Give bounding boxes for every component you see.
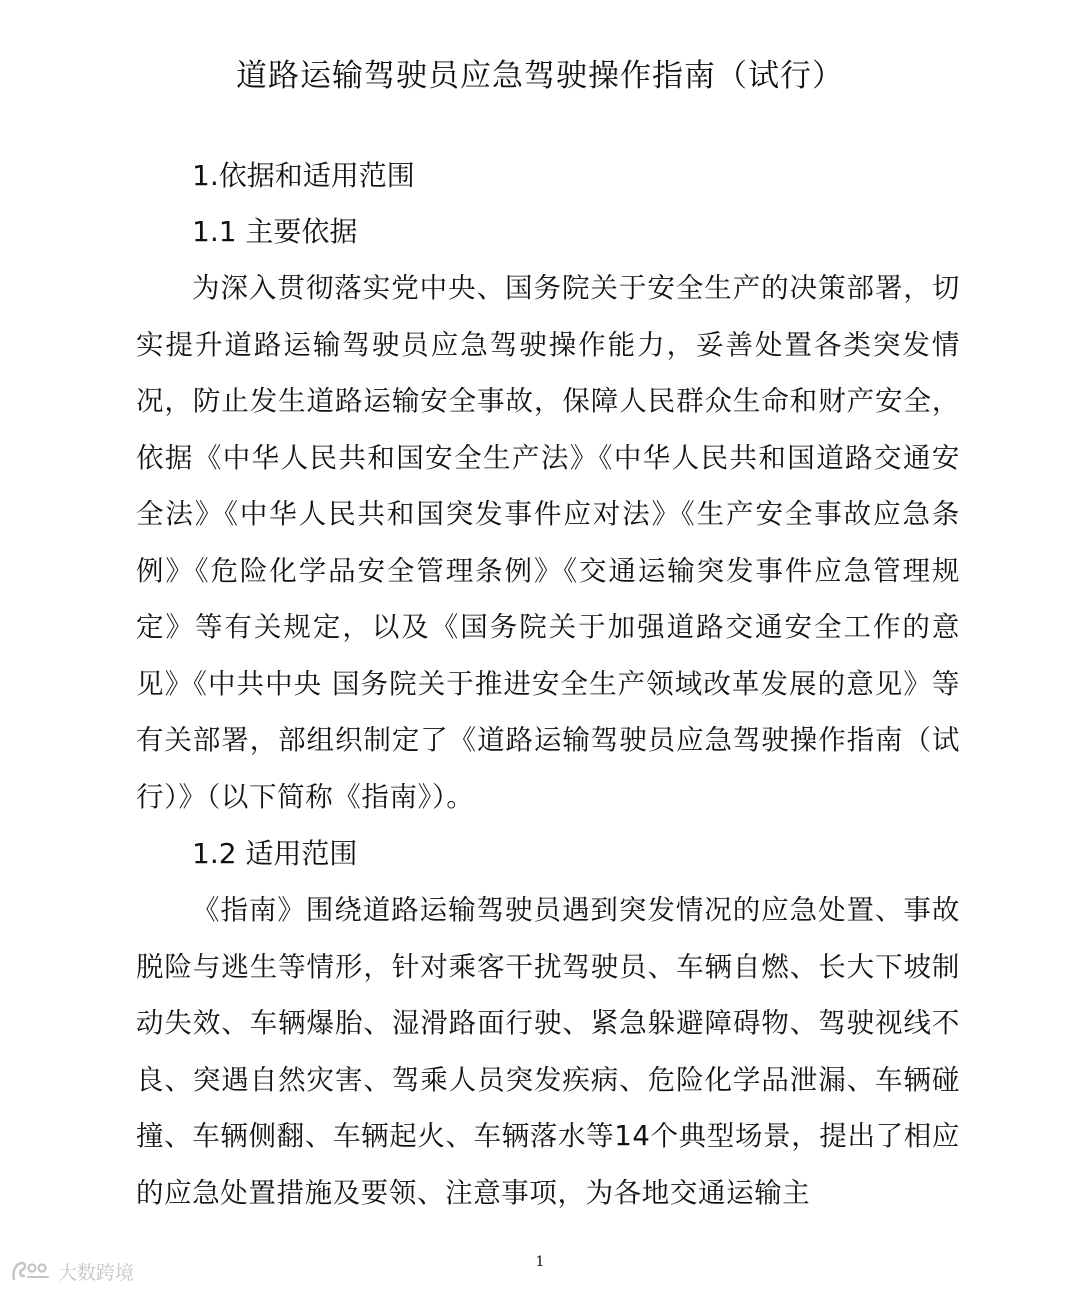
brand-logo-icon	[10, 1259, 52, 1283]
watermark-text: 大数跨境	[58, 1261, 135, 1284]
section-heading-scope: 1.依据和适用范围	[192, 159, 415, 192]
document-title: 道路运输驾驶员应急驾驶操作指南（试行）	[236, 58, 844, 94]
page-number: 1	[535, 1254, 545, 1270]
basis-paragraph: 为深入贯彻落实党中央、国务院关于安全生产的决策部署，切实提升道路运输驾驶员应急驾驶操作能力，妥善处置各类突发情况，防止发生道路运输安全事故，保障人民群众生命和财产安全，依据《中华人民共和国安全生产法》《中华人民共和国道路交通安全法》《中华人民共和国突发事件应对法》《生产安全事故应急条例》《危险化学品安全管理条例》《交通运输突发事件应急管理规定》等有关规定，以及《国务院关于加强道路交通安全工作的意见》《中共中央 国务院关于推进安全生产领域改革发展的意见》等有关部署，部组织制定了《道路运输驾驶员应急驾驶操作指南（试行）》（以下简称《指南》）。	[136, 272, 960, 813]
applicability-paragraph: 《指南》围绕道路运输驾驶员遇到突发情况的应急处置、事故脱险与逃生等情形，针对乘客干扰驾驶员、车辆自燃、长大下坡制动失效、车辆爆胎、湿滑路面行驶、紧急躲避障碍物、驾驶视线不良、突遇自然灾害、驾乘人员突发疾病、危险化学品泄漏、车辆碰撞、车辆侧翻、车辆起火、车辆落水等14个典型场景，提出了相应的应急处置措施及要领、注意事项，为各地交通运输主	[136, 894, 960, 1209]
watermark	[10, 1258, 134, 1284]
section-heading-applicability: 1.2 适用范围	[192, 837, 358, 870]
section-heading-basis: 1.1 主要依据	[192, 215, 358, 248]
